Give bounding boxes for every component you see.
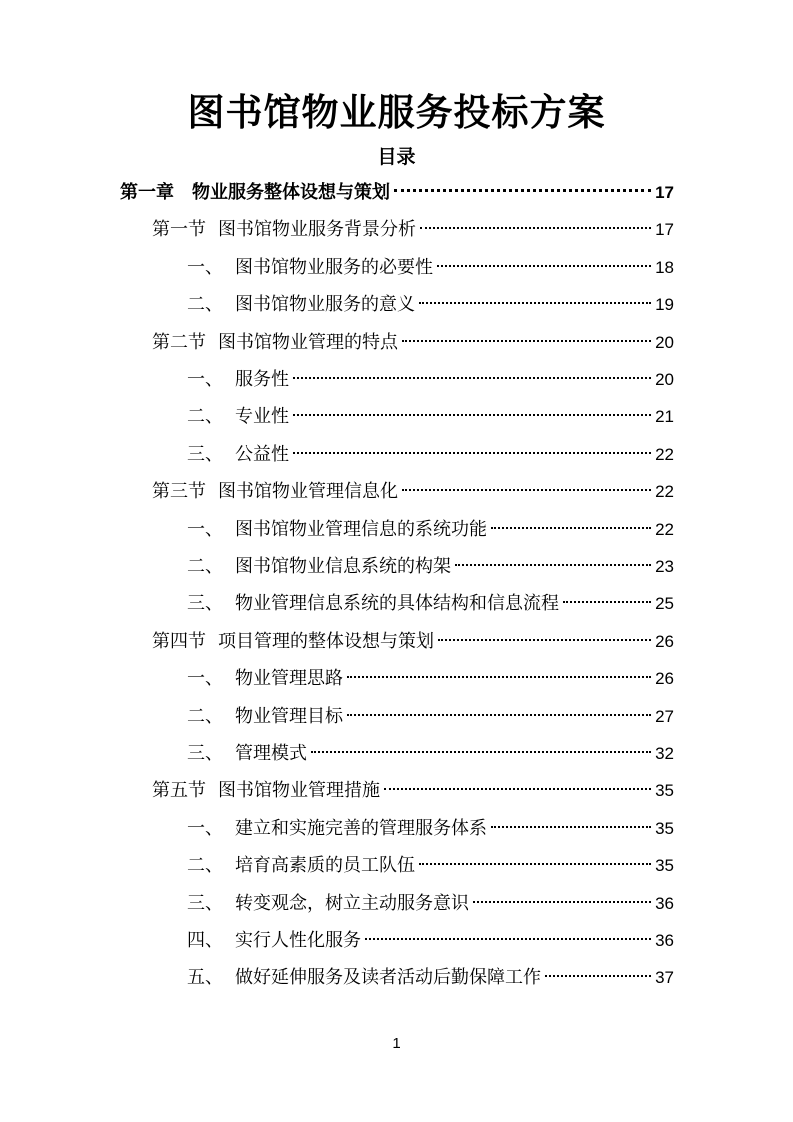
toc-entry-page: 22 (655, 445, 674, 464)
toc-entry[interactable] (187, 811, 674, 847)
toc-entry-text: 物业管理目标 (235, 706, 343, 727)
toc-entry-number: 第一节 (152, 219, 206, 240)
toc-dot-leader (420, 227, 651, 229)
toc-entry-text: 图书馆物业管理信息的系统功能 (235, 519, 487, 540)
toc-dot-leader (402, 489, 651, 491)
toc-entry-text: 物业管理思路 (235, 668, 343, 689)
toc-dot-leader (473, 901, 651, 903)
toc-entry-text: 图书馆物业管理措施 (218, 780, 380, 801)
toc-entry-text: 建立和实施完善的管理服务体系 (235, 818, 487, 839)
toc-entry-number: 二、 (187, 406, 223, 427)
toc-entry-label (152, 474, 398, 510)
toc-entry-number: 二、 (187, 294, 223, 315)
toc-dot-leader (438, 639, 651, 641)
toc-entry-number: 一、 (187, 257, 223, 278)
toc-entry[interactable] (187, 512, 674, 548)
toc-heading: 目录 (377, 146, 416, 168)
toc-entry-page: 37 (655, 968, 674, 987)
toc-entry[interactable] (152, 773, 674, 809)
toc-dot-leader (311, 751, 651, 753)
toc-entry-page: 20 (655, 370, 674, 389)
toc-entry-page: 21 (655, 407, 674, 426)
toc-entry-page: 18 (655, 258, 674, 277)
toc-entry-label (187, 661, 343, 697)
toc-entry-text: 图书馆物业服务的意义 (235, 294, 415, 315)
toc-entry-number: 一、 (187, 369, 223, 390)
toc-entry[interactable] (152, 624, 674, 660)
toc-entry-page: 35 (655, 819, 674, 838)
toc-entry[interactable] (187, 923, 674, 959)
toc-entry[interactable] (187, 886, 674, 922)
toc-entry-number: 二、 (187, 556, 223, 577)
toc-entry-label (187, 699, 343, 735)
toc-entry-number: 一、 (187, 519, 223, 540)
toc-entry-label (187, 250, 433, 286)
toc-entry-page: 22 (655, 482, 674, 501)
toc-entry-text: 项目管理的整体设想与策划 (218, 631, 434, 652)
toc-entry-page: 25 (655, 594, 674, 613)
toc-entry-number: 三、 (187, 743, 223, 764)
toc-entry-text: 图书馆物业服务背景分析 (218, 219, 416, 240)
toc-entry-text: 服务性 (235, 369, 289, 390)
toc-entry-page: 27 (655, 707, 674, 726)
toc-entry[interactable] (187, 399, 674, 435)
toc-entry[interactable] (187, 250, 674, 286)
toc-entry-number: 第二节 (152, 332, 206, 353)
toc-entry-page: 20 (655, 333, 674, 352)
toc-entry-page: 23 (655, 557, 674, 576)
toc-entry-number: 第一章 (120, 182, 174, 203)
toc-entry-label (120, 175, 390, 211)
toc-entry-label (187, 362, 289, 398)
toc-entry-number: 第四节 (152, 631, 206, 652)
toc-entry[interactable] (187, 699, 674, 735)
toc-dot-leader (402, 340, 651, 342)
toc-entry-label (152, 212, 416, 248)
toc-dot-leader (347, 676, 651, 678)
toc-dot-leader (384, 788, 651, 790)
toc-entry-page: 35 (655, 781, 674, 800)
toc-entry-page: 36 (655, 894, 674, 913)
toc-entry[interactable] (187, 736, 674, 772)
toc-entry-label (187, 886, 469, 922)
toc-entry-text: 培育高素质的员工队伍 (235, 855, 415, 876)
toc-entry-number: 一、 (187, 668, 223, 689)
toc-dot-leader (293, 414, 651, 416)
toc-entry-text: 实行人性化服务 (235, 930, 361, 951)
toc-entry-page: 26 (655, 632, 674, 651)
toc-entry-page: 22 (655, 520, 674, 539)
toc-entry[interactable] (187, 661, 674, 697)
toc-dot-leader (365, 938, 651, 940)
toc-dot-leader (293, 377, 651, 379)
toc-entry-text: 图书馆物业管理信息化 (218, 481, 398, 502)
toc-dot-leader (419, 863, 651, 865)
toc-entry-page: 26 (655, 669, 674, 688)
toc-dot-leader (563, 601, 651, 603)
toc-entry-text: 专业性 (235, 406, 289, 427)
toc-dot-leader (455, 564, 651, 566)
toc-entry[interactable] (152, 474, 674, 510)
toc-entry[interactable] (187, 287, 674, 323)
toc-dot-leader (437, 265, 651, 267)
toc-entry[interactable] (187, 848, 674, 884)
toc-dot-leader (347, 714, 651, 716)
toc-entry-text: 管理模式 (235, 743, 307, 764)
toc-entry-page: 36 (655, 931, 674, 950)
toc-entry-number: 第三节 (152, 481, 206, 502)
toc-entry-text: 图书馆物业管理的特点 (218, 332, 398, 353)
toc-entry-number: 第五节 (152, 780, 206, 801)
toc-entry-label (187, 960, 541, 996)
toc-entry-page: 17 (655, 183, 674, 202)
document-title: 图书馆物业服务投标方案 (187, 91, 606, 134)
toc-entry[interactable] (187, 437, 674, 473)
toc-dot-leader (491, 527, 651, 529)
toc-entry-number: 二、 (187, 855, 223, 876)
toc-entry-label (187, 848, 415, 884)
toc-entry[interactable] (187, 960, 674, 996)
toc-entry-label (152, 773, 380, 809)
toc-entry-label (187, 923, 361, 959)
toc-entry-page: 32 (655, 744, 674, 763)
toc-entry-page: 19 (655, 295, 674, 314)
page-number: 1 (392, 1035, 401, 1052)
toc-entry-page: 17 (655, 220, 674, 239)
toc-entry-label (187, 736, 307, 772)
toc-entry-label (187, 549, 451, 585)
toc-dot-leader (545, 975, 651, 977)
toc-entry-label (187, 437, 289, 473)
toc-entry-label (187, 811, 487, 847)
toc-dot-leader (293, 452, 651, 454)
toc-entry-label (187, 512, 487, 548)
toc-entry-text: 图书馆物业信息系统的构架 (235, 556, 451, 577)
toc-dot-leader (394, 189, 651, 192)
toc-entry-label (152, 624, 434, 660)
toc-entry[interactable] (152, 212, 674, 248)
toc-entry[interactable] (187, 549, 674, 585)
toc-dot-leader (419, 302, 651, 304)
toc-entry-number: 三、 (187, 893, 223, 914)
toc-entry[interactable] (152, 325, 674, 361)
toc-entry-number: 三、 (187, 444, 223, 465)
toc-entry-number: 五、 (187, 967, 223, 988)
toc-entry-page: 35 (655, 856, 674, 875)
toc-entry-label (187, 586, 559, 622)
toc-entry-text: 物业服务整体设想与策划 (192, 182, 390, 203)
toc-entry-text: 做好延伸服务及读者活动后勤保障工作 (235, 967, 541, 988)
toc-entry-number: 二、 (187, 706, 223, 727)
toc-entry[interactable] (120, 175, 674, 211)
toc-entry-text: 公益性 (235, 444, 289, 465)
toc-entry-text: 图书馆物业服务的必要性 (235, 257, 433, 278)
toc-dot-leader (491, 826, 651, 828)
toc-entry-number: 三、 (187, 593, 223, 614)
toc-entry-number: 一、 (187, 818, 223, 839)
toc-entry-number: 四、 (187, 930, 223, 951)
toc-entry-text: 转变观念，树立主动服务意识 (235, 893, 469, 914)
toc-entry-label (152, 325, 398, 361)
toc-entry-label (187, 287, 415, 323)
toc-entry[interactable] (187, 586, 674, 622)
toc-entry[interactable] (187, 362, 674, 398)
toc-entry-label (187, 399, 289, 435)
toc-entry-text: 物业管理信息系统的具体结构和信息流程 (235, 593, 559, 614)
